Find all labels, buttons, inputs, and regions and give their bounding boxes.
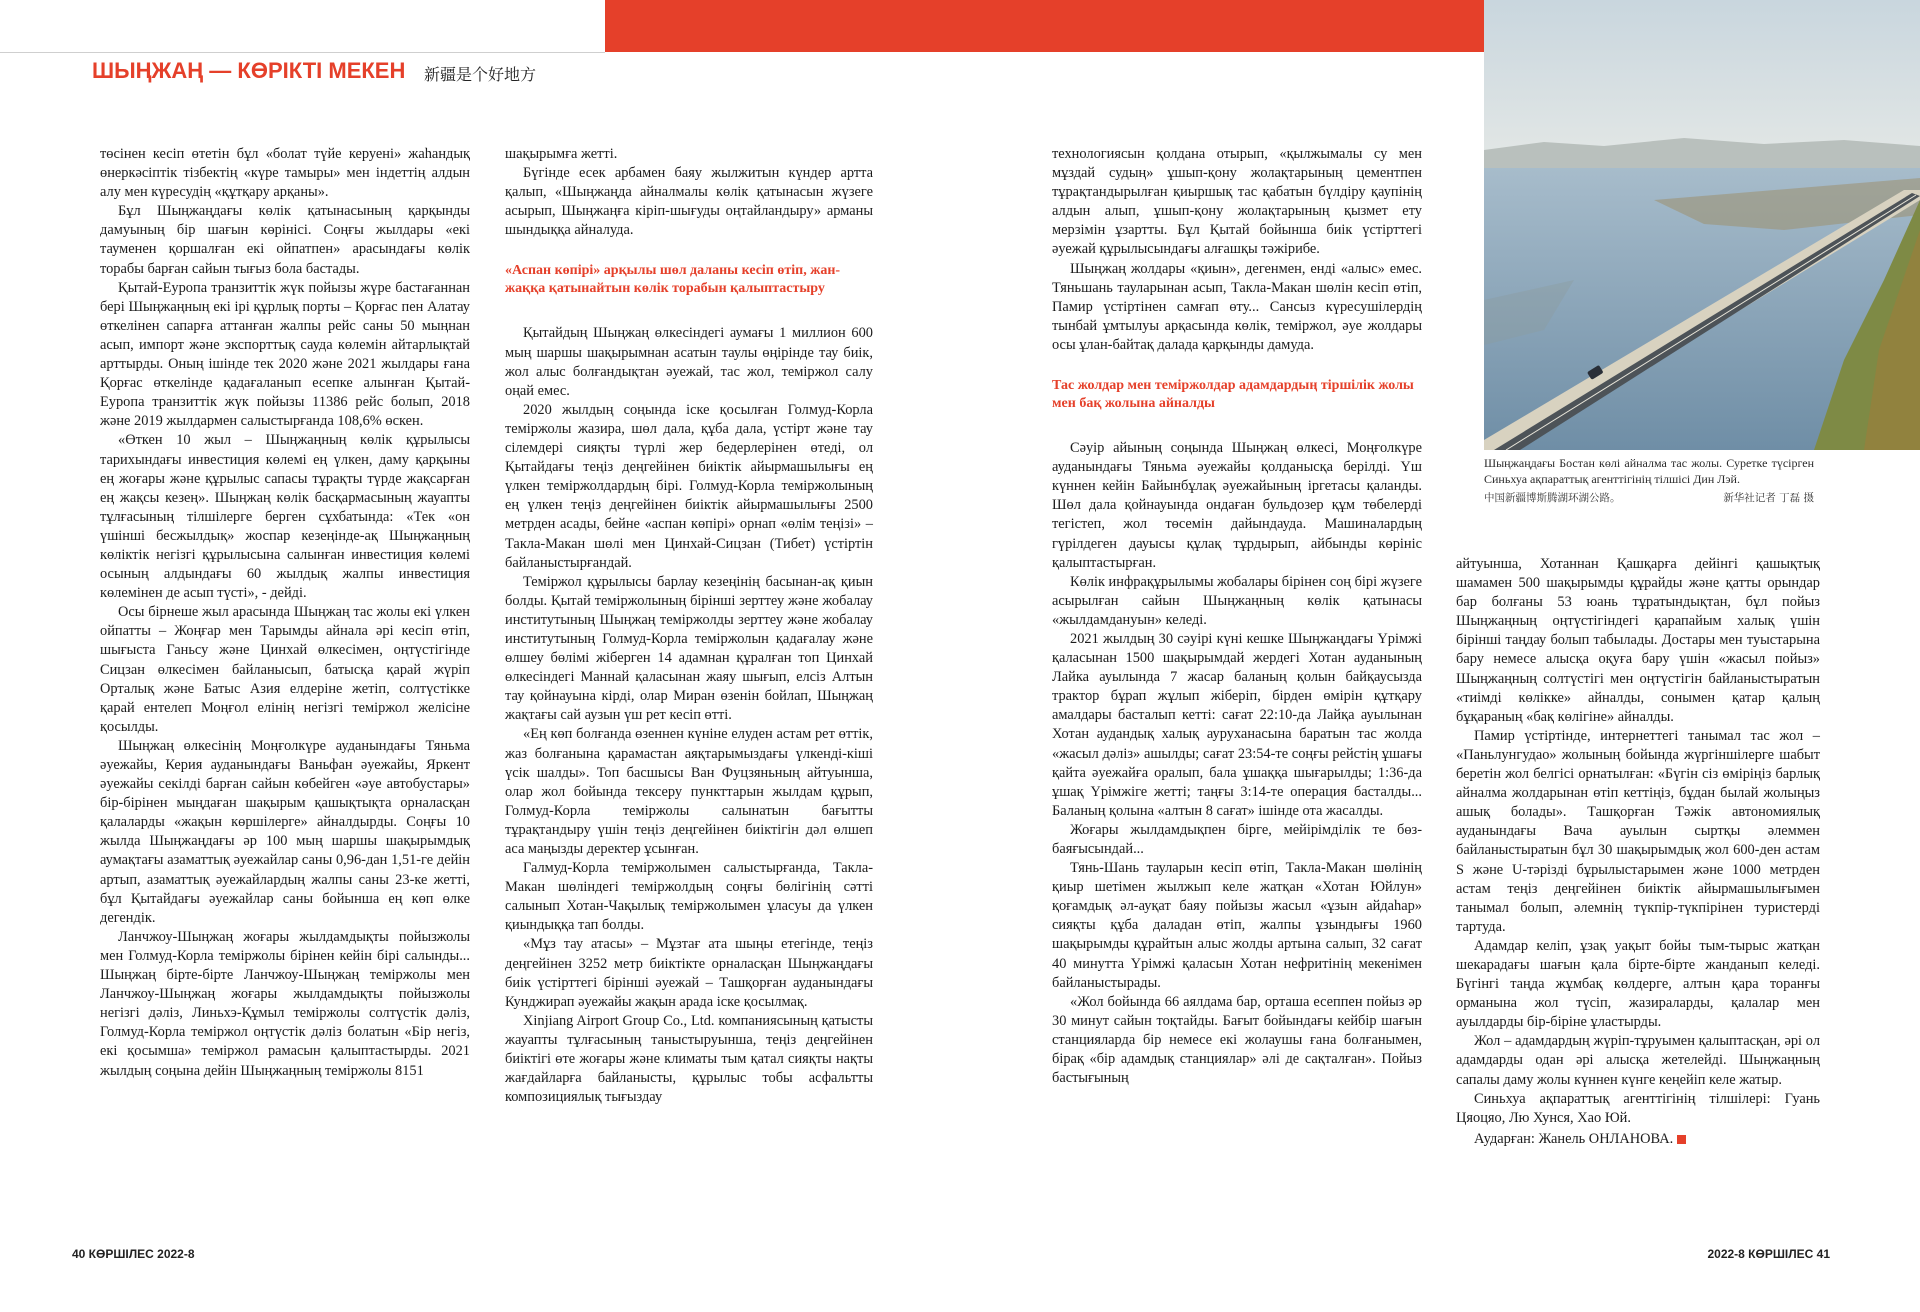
- translator-credit: Аударған: Жанель ОНЛАНОВА.: [1474, 1130, 1674, 1147]
- page-footer-left: 40 КӨРШІЛЕС 2022-8: [72, 1247, 195, 1261]
- paragraph: Сәуір айының соңында Шыңжаң өлкесі, Моңғолкүре ауданындағы Тяньма әуежайы қолданысқа берілді. Үш күннен кейін Байынбұлақ әуежайының іргетасы қаланды. Шөл дала қойнауында ондаған бульдозер құм төбелерді тегістеп, жол төсемін дайындауда. Машиналардың гүрілдеген дауысы құлақ тұрдырып, айбынды көрініс қалыптастырған.: [1052, 440, 1422, 571]
- paragraph: «Өткен 10 жыл – Шыңжаңның көлік құрылысы тарихындағы инвестиция көлемі ең үлкен, даму қарқыны ең жоғары және құрылыс сапасы тұрақты түрде жақсарған ең жақсы кезең». Шыңжаң көлік басқармасының жауапты тұлғасының тілшілерге берген сұхбатында: «Тек «он үшінші бесжылдық» жоспар кезеңінде-ақ Шыңжаңның көліктік негізгі құрылысына салынған инвестиция көлемі осының алдындағы 60 жылдық жалпы инвестиция көлемінен де асып түсті», - дейді.: [100, 432, 470, 602]
- paragraph: Бүгінде есек арбамен баяу жылжитын күндер артта қалып, «Шыңжаңда айналмалы көлік қатынасын жүзеге асырып, Шыңжаңға кіріп-шығуды оңтайландыру» арманы шындыққа айналуда.: [505, 165, 873, 239]
- paragraph: Жоғары жылдамдықпен бірге, мейірімділік те бөз-баяғысындай...: [1052, 821, 1422, 857]
- paragraph: Бұл Шыңжаңдағы көлік қатынасының қарқынды дамуының бір шағын көрінісі. Соңғы жылдары «екі тауменен қоршалған екі ойпатпен» арасындағы көлік торабы барған сайын тығыз бола бастады.: [100, 203, 470, 277]
- paragraph: Жол – адамдардың жүріп-тұруымен қалыптасқан, әрі ол адамдарды одан әрі алысқа жетелейді. Шыңжаңның сапалы даму жолы күннен күнге кеңейіп келе жатыр.: [1456, 1033, 1820, 1088]
- paragraph: Шыңжаң өлкесінің Моңғолкүре ауданындағы Тяньма әуежайы, Керия ауданындағы Ваньфан әуежайы, Яркент әуежайы секілді барған сайын көбейген «әуе автобустары» бір-бірінен мыңдаған шақырым қашықтықта орналасқан қалаларды «жақын көршілерге» айналдырды. Соңғы 10 жылда Шыңжаңдағы әр 100 мың шаршы шақырымдық аумақтағы азаматтық әуежайлар саны 0,96-дан 1,51-ге дейін артып, азаматтық әуежайлардың жалпы саны 23-ке жетті, бұл Қытайдағы әуежайлар саны бойынша ең көп өлке дегендік.: [100, 737, 470, 926]
- paragraph: айтуынша, Хотаннан Қашқарға дейінгі қашықтық шамамен 500 шақырымды құрайды және қатты орындар бар болғаны 53 юань тұратындықтан, бұл пойыз Шыңжаңның оңтүстігіндегі қарапайым халық үшін бірінші таңдау болып табылады. Достары мен туыстарына бару немесе алысқа оқуға бару үшін «жасыл пойыз» Шыңжаңның солтүстігі мен оңтүстігін байланыстыратын «тиімді көлікке» айналды, сонымен қатар қалың бұқараның «бақ көлігіне» айналды.: [1456, 556, 1820, 725]
- paragraph: шақырымға жетті.: [505, 146, 618, 162]
- paragraph: төсінен кесіп өтетін бұл «болат түйе керуені» жаһандық өнеркәсіптік тізбектің «күре тамыры» мен індеттің алдын алу мен күресудің «құтқару арқаны».: [100, 146, 470, 201]
- photo-caption-chinese: [1484, 490, 1814, 505]
- photo-credit: 新华社记者 丁磊 摄: [1723, 492, 1814, 504]
- column-2: [505, 145, 873, 1107]
- paragraph: Көлік инфрақұрылымы жобалары бірінен соң бірі жүзеге асырылған сайын Шыңжаңның көлік қатынасы «жылдамдануын» келеді.: [1052, 573, 1422, 628]
- paragraph: Қытай-Еуропа транзиттік жүк пойызы жүре бастағаннан бері Шыңжаңның екі ірі құрлық порты – Қорғас пен Алатау өткелінен сапарға аттанған жалпы рейс саны 50 мыңнан асып, импорт және экспорттық сауда көлемін айтарлықтай арттырды. Оның ішінде тек 2020 және 2021 жылдары ғана Қорғас өткелінде қадағаланып есепке алынған Қытай-Еуропа транзиттік жүк пойызы 11386 рейс болып, 2018 және 2019 жылдармен салыстырғанда 108,6% өскен.: [100, 279, 470, 430]
- translator-line: [1456, 1130, 1820, 1149]
- page-footer-right: 2022-8 КӨРШІЛЕС 41: [1707, 1247, 1830, 1261]
- paragraph: Памир үстіртінде, интернеттегі танымал тас жол – «Паньлунгудао» жолының бойында жүргіншілерге шабыт беретін жол белгісі орнатылған: «Бүгін сіз өміріңіз барлық айналма жолдарынан өтіп кеттіңіз, бұдан былай жолыңыз ашық болады». Ташқорған Тәжік автономиялық ауданындағы Вача ауылын сыртқы әлеммен байланыстыратын бұл 30 шақырымдық жол 600-ден астам S және U-тәрізді бұрылыстарымен және 1000 метрден астам теңіз деңгейінен биіктік айырмашылығымен танымал болып, әлемнің түкпір-түкпірінен туристерді тартуда.: [1456, 727, 1820, 935]
- section-title: ШЫҢЖАҢ — КӨРІКТІ МЕКЕН: [92, 58, 406, 83]
- paragraph: Теміржол құрылысы барлау кезеңінің басынан-ақ қиын болды. Қытай теміржолының бірінші зерттеу және жобалау институтының Шыңжаң теміржолды зерттеу және жобалау институтының Голмуд-Корла теміржолын қадағалау және өлшеу бөлімі жіберген 14 адамнан құралған топ Цинхай өлкесіндегі Маннай қаласынан жаяу шығып, елсіз Алтын тау қойнауына кірді, олар Миран өзенін бойлап, Шыңжаң жақтағы сай аузын үш рет кесіп өтті.: [505, 573, 873, 724]
- paragraph: Ланчжоу-Шыңжаң жоғары жылдамдықты пойызжолы мен Голмуд-Корла теміржолы бірінен кейін бірі салынды... Шыңжаң біртe-біртe Ланчжоу-Шыңжаң теміржолы мен Ланчжоу-Шыңжаң жоғары жылдамдықты пойызжолы негізгі дәліз, Линьхэ-Құмыл теміржолы солтүстік дәліз, Голмуд-Корла теміржол оңтүстік дәліз болатын «Бір негіз, екі қосымша» теміржол рамасын қалыптастырды. 2021 жылдың соңына дейін Шыңжаңның теміржолы 8151: [100, 928, 470, 1079]
- column-1: [100, 145, 470, 1081]
- column-3: [1052, 145, 1422, 1088]
- photo-caption: Шыңжаңдағы Бостан көлі айналма тас жолы. Суретке түсірген Синьхуа ақпараттық агенттігінің тілшісі Дин Лэй.: [1484, 456, 1814, 486]
- end-mark-icon: [1677, 1135, 1686, 1144]
- paragraph: Галмуд-Корла теміржолымен салыстырғанда, Такла-Макан шөліндегі теміржолдың соңғы бөлігінің сәтті салынып Хотан-Чақылық теміржолымен ұласуы да үлкен қиындыққа тап болды.: [505, 860, 873, 934]
- paragraph: Xinjiang Airport Group Co., Ltd. компаниясының қатысты жауапты тұлғасының таныстыруынша, теңіз деңгейінен биіктігі өте жоғары және климаты тым қатал сияқты нақты жағдайларға байланысты, құрылыс тобы асфальтты композициялық тығыздау: [505, 1012, 873, 1106]
- section-subtitle: 新疆是个好地方: [424, 65, 537, 84]
- header-color-bar-left: [605, 0, 1485, 52]
- paragraph: Қытайдың Шыңжаң өлкесіндегі аумағы 1 миллион 600 мың шаршы шақырымнан асатын таулы өңірінде тау биік, жол алыс болғандықтан әуежай, тас жол, теміржол салу оңай емес.: [505, 325, 873, 399]
- paragraph: Синьхуа ақпараттық агенттігінің тілшілері: Гуань Цяоцяо, Лю Хунся, Хао Юй.: [1456, 1090, 1820, 1126]
- paragraph: Адамдар келіп, ұзақ уақыт бойы тым-тырыс жатқан шекарадағы шағын қала бірте-бірте жанданып келеді. Бүгінгі таңда жұмбақ көлдерге, алтын қара торанғы орманына жол түсіп, жазираларды, қалалар мен ауылдарды бір-біріне ұластырды.: [1456, 937, 1820, 1031]
- paragraph: 2021 жылдың 30 сәуірі күні кешке Шыңжаңдағы Үрімжі қаласынан 1500 шақырымдай жердегі Хотан ауданының Лайка ауылында 7 жасар баланың қолын байқаусызда трактор бұрап жұлып жіберіп, бірден өмірін құтқару амалдары басталып кетті: сағат 22:10-да Лайқа ауылынан Хотан аудандық халық ауруханасына баратын тас жолда «жасыл дәліз» ашылды; сағат 23:54-те соңғы рейстің ұшағы қайта әуежайға оралып, бала ұшаққа шығарылды; 1:36-да ұшақ Үрімжіге жетті; таңғы 3:14-те операция басталды... Баланың қолына «алтын 8 сағат» ішінде ота жасалды.: [1052, 630, 1422, 819]
- paragraph: Тянь-Шань тауларын кесіп өтіп, Такла-Макан шөлінің қиыр шетімен жылжып келе жатқан «Хотан Юйлун» қоғамдық әл-ауқат баяу пойызы жасыл «ұзын айдаһар» сияқты құба даладан өтіп, жалпы ұзындығы 1960 шақырымды құрайтын алыс жолды артына салып, 32 сағат 40 минутта Үрімжі қаласын Хотан нефритінің мекенімен байланыстырады.: [1052, 860, 1422, 991]
- column-4: [1456, 555, 1820, 1149]
- section-heading: Тас жолдар мен теміржолдар адамдардың тіршілік жолы мен бақ жолына айналды: [1052, 378, 1414, 412]
- paragraph: «Ең көп болғанда өзеннен күніне елуден астам рет өттік, жаз болғанына қарамастан аяқтарымыздағы үлкенді-кіші үсік шалды». Топ басшысы Ван Фуцзяньның айтуынша, олар жол бойында тексеру пункттарын жылдам құрып, Голмуд-Корла теміржолы салынатын бағытты тұрақтандыру үшін теңіз деңгейінен биіктігін дәл өлшеп аса маңызды деректер ұсынған.: [505, 726, 873, 857]
- photo-caption-zh-text: 中国新疆博斯腾湖环湖公路。: [1484, 492, 1621, 504]
- paragraph: «Мұз тау атасы» – Мұзтағ ата шыңы етегінде, теңіз деңгейінен 3252 метр биіктікте орналасқан Шыңжаңдағы биік үстірттегі бірінші әуежай – Ташқорған ауданындағы Кунджирап әуежайы жақын арада іске қосылмақ.: [505, 936, 873, 1010]
- paragraph: технологиясын қолдана отырып, «қылжымалы су мен мұздай судың» ұшып-қону жолақтарының цементпен тұрақтандырылған қиыршық тас қабатын бүлдіру қаупінің алдын алып, ұшып-қону жолақтарының қызмет ету мерзімін ұзартты. Бұл Қытай бойынша биік үстірттегі әуежай құрылысындағы алғашқы тәжірибе.: [1052, 146, 1422, 258]
- photo-illustration: [1484, 0, 1920, 450]
- paragraph: Осы бірнеше жыл арасында Шыңжаң тас жолы екі үлкен ойпатты – Жоңғар мен Тарымды айнала әрі кесіп өтіп, шығыста Ганьсу және Цинхай өлкесімен, оңтүстігінде Сицзан өлкесімен байланысып, батысқа қарай жүріп Орталық және Батыс Азия елдеріне жетіп, солтүстікке қарай ентелеп Моңғол елінің негізгі теміржол желісіне қосылды.: [100, 604, 470, 735]
- paragraph: Шыңжаң жолдары «қиын», дегенмен, енді «алыс» емес. Тяньшань тауларынан асып, Такла-Макан шөлін кесіп өтіп, Памир үстіртінен самғап өту... Сансыз күресушілердің тынбай ұмтылуы арқасында көлік, теміржол, әуе жолдары осы ұлан-байтақ далада қарқынды дамуда.: [1052, 260, 1422, 353]
- section-heading: «Аспан көпірі» арқылы шөл даланы кесіп өтіп, жан-жаққа қатынайтын көлік торабын қалыптастыру: [505, 263, 841, 297]
- road-lake-photo: [1484, 0, 1920, 450]
- header-rule: [0, 52, 605, 53]
- paragraph: «Жол бойында 66 аялдама бар, орташа есеппен пойыз әр 30 минут сайын тоқтайды. Бағыт бойындағы кейбір шағын станцияларда бір немесе екі жолаушы ғана болғанымен, бірақ «бір адамдық станциялар» әлі де сақталған». Пойыз бастығының: [1052, 993, 1422, 1087]
- paragraph: 2020 жылдың соңында іске қосылған Голмуд-Корла теміржолы жазира, шөл дала, құба дала, үстірт және тау сілемдері сияқты түрлі жер бедерлерінен өтеді, ол Қытайдағы теңіз деңгейінен биіктік айырмашылығы ең үлкен теміржолдардың бірі. Голмуд-Корла теміржолының ең үлкен теңіз деңгейінен биіктік айырмашылығы 2500 метрден асады, бейне «аспан көпірі» орнап «өлім теңізі» – Такла-Макан шөлі мен Цинхай-Сицзан (Тибет) үстіртін байланыстырғандай.: [505, 401, 873, 571]
